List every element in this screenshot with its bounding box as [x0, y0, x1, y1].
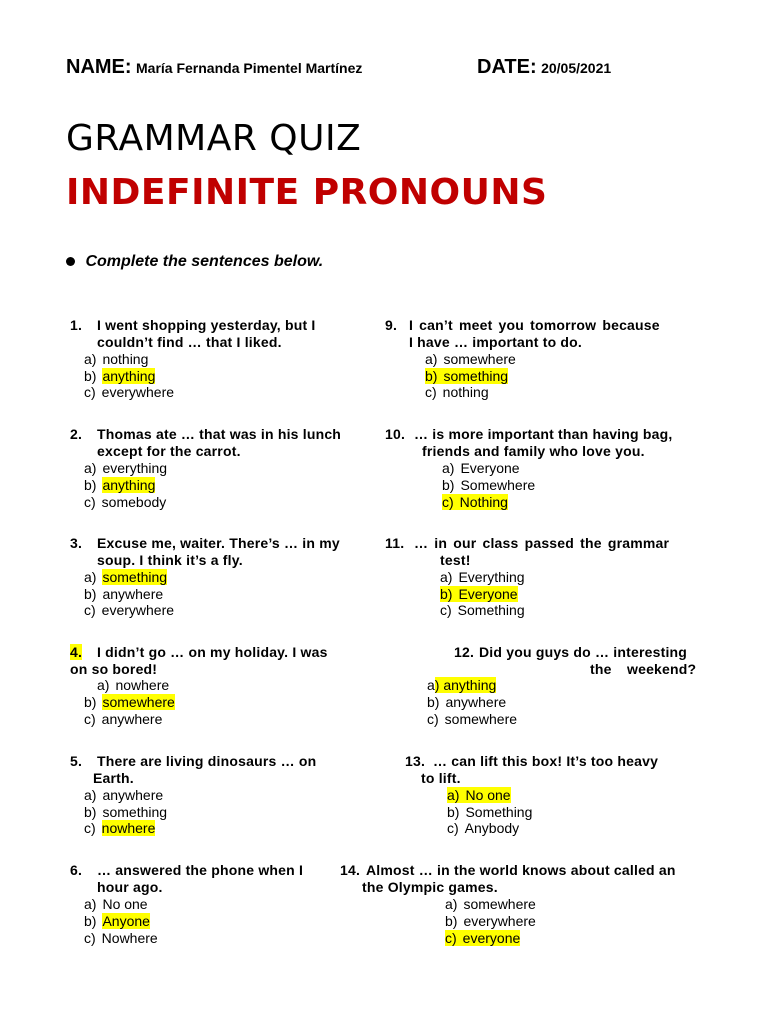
option-letter: a) [84, 569, 97, 585]
option-letter: a) [84, 351, 97, 367]
question-text: couldn’t find … that I liked. [97, 334, 282, 350]
option-text: Anybody [464, 820, 520, 836]
option-text: anywhere [445, 694, 507, 710]
option-letter: a) [440, 569, 453, 585]
option-text-highlighted: nowhere [101, 820, 156, 836]
option-letter: b) [447, 804, 460, 820]
option-text: everywhere [101, 384, 175, 400]
option-text: nothing [442, 384, 489, 400]
option-text: No one [102, 896, 148, 912]
question-text: friends and family who love you. [422, 443, 645, 459]
option-text-highlighted: ) anything [434, 677, 497, 693]
name-value: María Fernanda Pimentel Martínez [136, 60, 363, 76]
option-letter: a) [84, 896, 97, 912]
option-text: Something [457, 602, 525, 618]
question-text: … answered the phone when I [97, 862, 304, 878]
option-letter: b) [84, 694, 97, 710]
option-text-highlighted: anything [102, 368, 156, 384]
option-letter: a) [97, 677, 110, 693]
option-text-highlighted: everyone [457, 930, 521, 946]
question-number: 1. [70, 317, 83, 333]
question-text: I can’t meet you tomorrow because [409, 317, 660, 333]
date-row [477, 56, 611, 79]
option-letter-highlighted: c) [442, 494, 454, 510]
option-letter-highlighted: a) [447, 787, 460, 803]
question-number: 14. [340, 862, 361, 878]
option-text-highlighted: something [437, 368, 508, 384]
question-text: except for the carrot. [97, 443, 241, 459]
option-text: everywhere [101, 602, 175, 618]
option-text: Nowhere [101, 930, 158, 946]
question-number: 3. [70, 535, 83, 551]
question-text: weekend? [627, 661, 697, 677]
option-text: Everyone [460, 460, 520, 476]
option-letter: a) [425, 351, 438, 367]
option-text: somebody [101, 494, 167, 510]
question-text: … in our class passed the grammar [414, 535, 670, 551]
option-letter: b) [427, 694, 440, 710]
option-letter: c) [84, 384, 96, 400]
option-text: somewhere [444, 711, 518, 727]
question-text: There are living dinosaurs … on [97, 753, 317, 769]
option-letter: c) [447, 820, 459, 836]
question-text: the Olympic games. [362, 879, 498, 895]
date-label: DATE: [477, 56, 537, 78]
option-letter: a) [84, 787, 97, 803]
option-text: nothing [102, 351, 149, 367]
quiz-subtitle: INDEFINITE PRONOUNS [66, 172, 548, 213]
instruction-text: Complete the sentences below. [85, 253, 324, 270]
question-text: Earth. [93, 770, 134, 786]
option-letter: b) [445, 913, 458, 929]
option-letter-highlighted: c) [445, 930, 457, 946]
option-letter-highlighted: b) [425, 368, 438, 384]
option-text-highlighted: Nothing [454, 494, 508, 510]
question-number: 6. [70, 862, 83, 878]
option-letter: b) [84, 804, 97, 820]
option-text: everywhere [463, 913, 536, 929]
question-text: soup. I think it’s a fly. [97, 552, 243, 568]
question-text: I didn’t go … on my holiday. I was [97, 644, 328, 660]
question-number: 9. [385, 317, 398, 333]
question-text: the [590, 661, 612, 677]
option-letter: c) [84, 602, 96, 618]
option-text: somewhere [463, 896, 536, 912]
option-letter: b) [84, 913, 97, 929]
option-letter: c) [440, 602, 452, 618]
option-text-highlighted: something [102, 569, 168, 585]
option-letter: c) [84, 711, 96, 727]
question-number: 10. [385, 426, 406, 442]
question-text: hour ago. [97, 879, 163, 895]
question-number-highlighted: 4. [70, 644, 83, 660]
question-text: to lift. [421, 770, 461, 786]
option-text-highlighted: Anyone [102, 913, 150, 929]
question-text: … is more important than having bag, [414, 426, 673, 442]
option-letter: a) [445, 896, 458, 912]
option-letter: b) [84, 477, 97, 493]
option-letter: c) [427, 711, 439, 727]
question-number: 2. [70, 426, 83, 442]
option-letter: a [427, 677, 435, 693]
question-text: test! [440, 552, 471, 568]
option-text-highlighted: Everyone [452, 586, 517, 602]
option-text: nowhere [115, 677, 170, 693]
question-text: Did you guys do … interesting [479, 644, 688, 660]
option-letter: a) [442, 460, 455, 476]
quiz-title: GRAMMAR QUIZ [66, 118, 362, 159]
option-letter-highlighted: b) [440, 586, 453, 602]
question-number: 5. [70, 753, 83, 769]
option-text: anywhere [102, 586, 164, 602]
name-row [66, 56, 362, 79]
instruction-row [66, 253, 323, 271]
option-text-highlighted: somewhere [102, 694, 175, 710]
option-text: anywhere [102, 787, 164, 803]
name-label: NAME: [66, 56, 132, 78]
option-letter: b) [442, 477, 455, 493]
option-text: something [102, 804, 168, 820]
question-text: I went shopping yesterday, but I [97, 317, 316, 333]
option-letter: c) [84, 820, 96, 836]
question-text: on so bored! [70, 661, 158, 677]
option-text: Something [465, 804, 533, 820]
question-text: … can lift this box! It’s too heavy [433, 753, 659, 769]
question-number: 11. [385, 535, 405, 551]
option-text-highlighted: No one [459, 787, 510, 803]
option-text: anywhere [101, 711, 163, 727]
option-text: somewhere [443, 351, 516, 367]
question-text: Thomas ate … that was in his lunch [97, 426, 342, 442]
option-letter: c) [84, 930, 96, 946]
question-text: Excuse me, waiter. There’s … in my [97, 535, 340, 551]
option-text: everything [102, 460, 168, 476]
question-text: Almost … in the world knows about called an [366, 862, 676, 878]
question-number: 13. [405, 753, 426, 769]
option-letter: c) [84, 494, 96, 510]
option-text-highlighted: anything [102, 477, 156, 493]
bullet-icon [66, 257, 75, 266]
option-letter: b) [84, 368, 97, 384]
option-letter: b) [84, 586, 97, 602]
date-value: 20/05/2021 [541, 60, 612, 76]
option-text: Somewhere [460, 477, 536, 493]
question-text: I have … important to do. [409, 334, 583, 350]
option-letter: a) [84, 460, 97, 476]
option-text: Everything [458, 569, 525, 585]
option-letter: c) [425, 384, 437, 400]
question-number: 12. [454, 644, 475, 660]
